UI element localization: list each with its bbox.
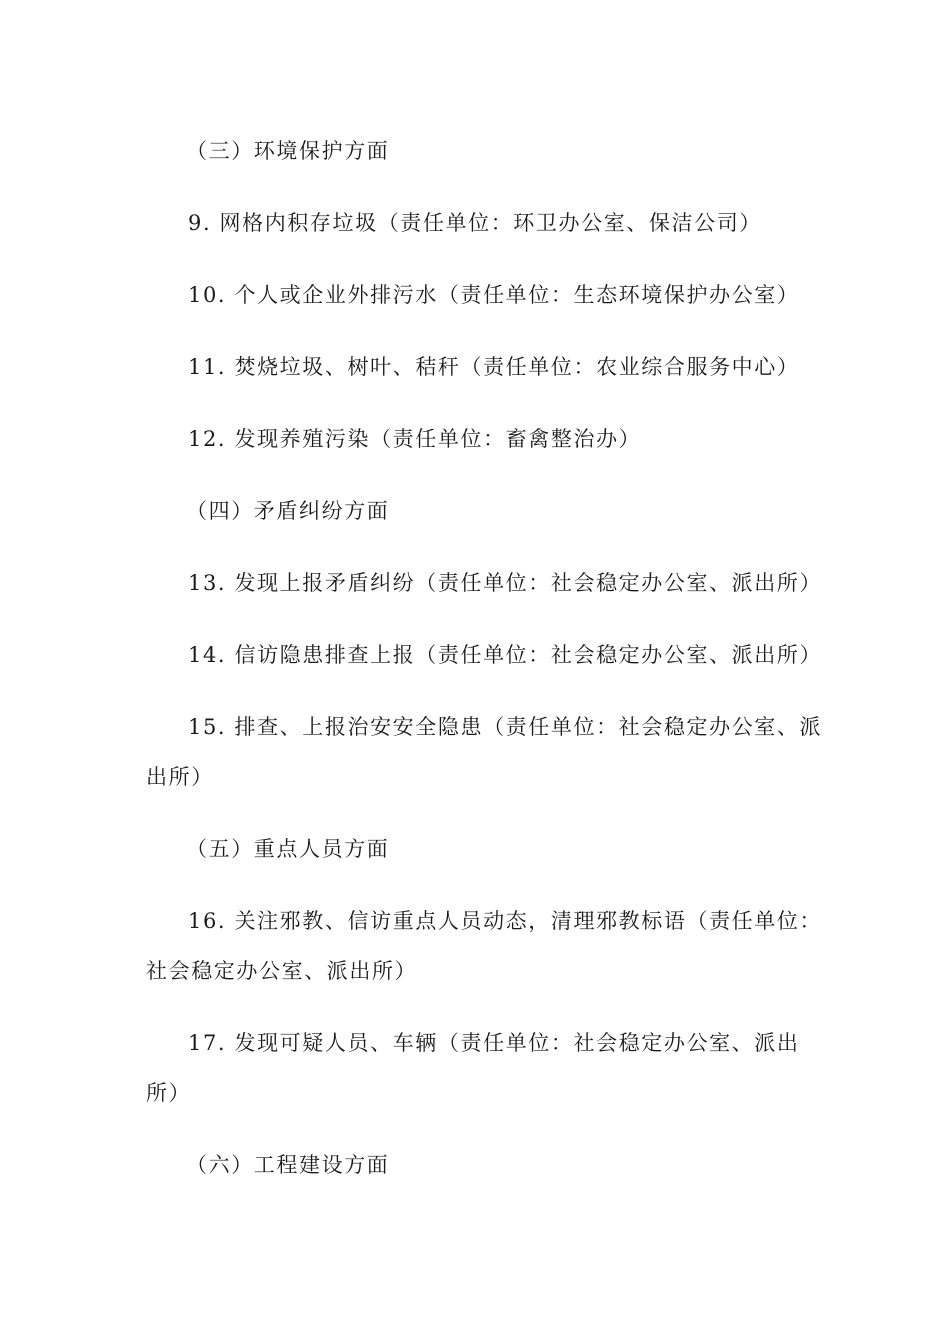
list-item-16: 16. 关注邪教、信访重点人员动态，清理邪教标语（责任单位： <box>188 909 823 933</box>
section-heading-environment: （三）环境保护方面 <box>186 139 390 163</box>
list-item-15: 15. 排查、上报治安安全隐患（责任单位：社会稳定办公室、派 <box>188 715 823 739</box>
list-item-12: 12. 发现养殖污染（责任单位：畜禽整治办） <box>188 427 642 451</box>
list-item-16-continued: 社会稳定办公室、派出所） <box>146 959 418 983</box>
list-item-10: 10. 个人或企业外排污水（责任单位：生态环境保护办公室） <box>188 283 800 307</box>
list-item-11: 11. 焚烧垃圾、树叶、秸秆（责任单位：农业综合服务中心） <box>188 355 800 379</box>
list-item-15-continued: 出所） <box>146 765 214 789</box>
section-heading-construction: （六）工程建设方面 <box>186 1153 390 1177</box>
section-heading-disputes: （四）矛盾纠纷方面 <box>186 499 390 523</box>
list-item-9: 9. 网格内积存垃圾（责任单位：环卫办公室、保洁公司） <box>188 211 762 235</box>
list-item-13: 13. 发现上报矛盾纠纷（责任单位：社会稳定办公室、派出所） <box>188 571 823 595</box>
section-heading-key-persons: （五）重点人员方面 <box>186 837 390 861</box>
list-item-17: 17. 发现可疑人员、车辆（责任单位：社会稳定办公室、派出 <box>188 1031 800 1055</box>
list-item-14: 14. 信访隐患排查上报（责任单位：社会稳定办公室、派出所） <box>188 643 823 667</box>
list-item-17-continued: 所） <box>146 1081 192 1105</box>
